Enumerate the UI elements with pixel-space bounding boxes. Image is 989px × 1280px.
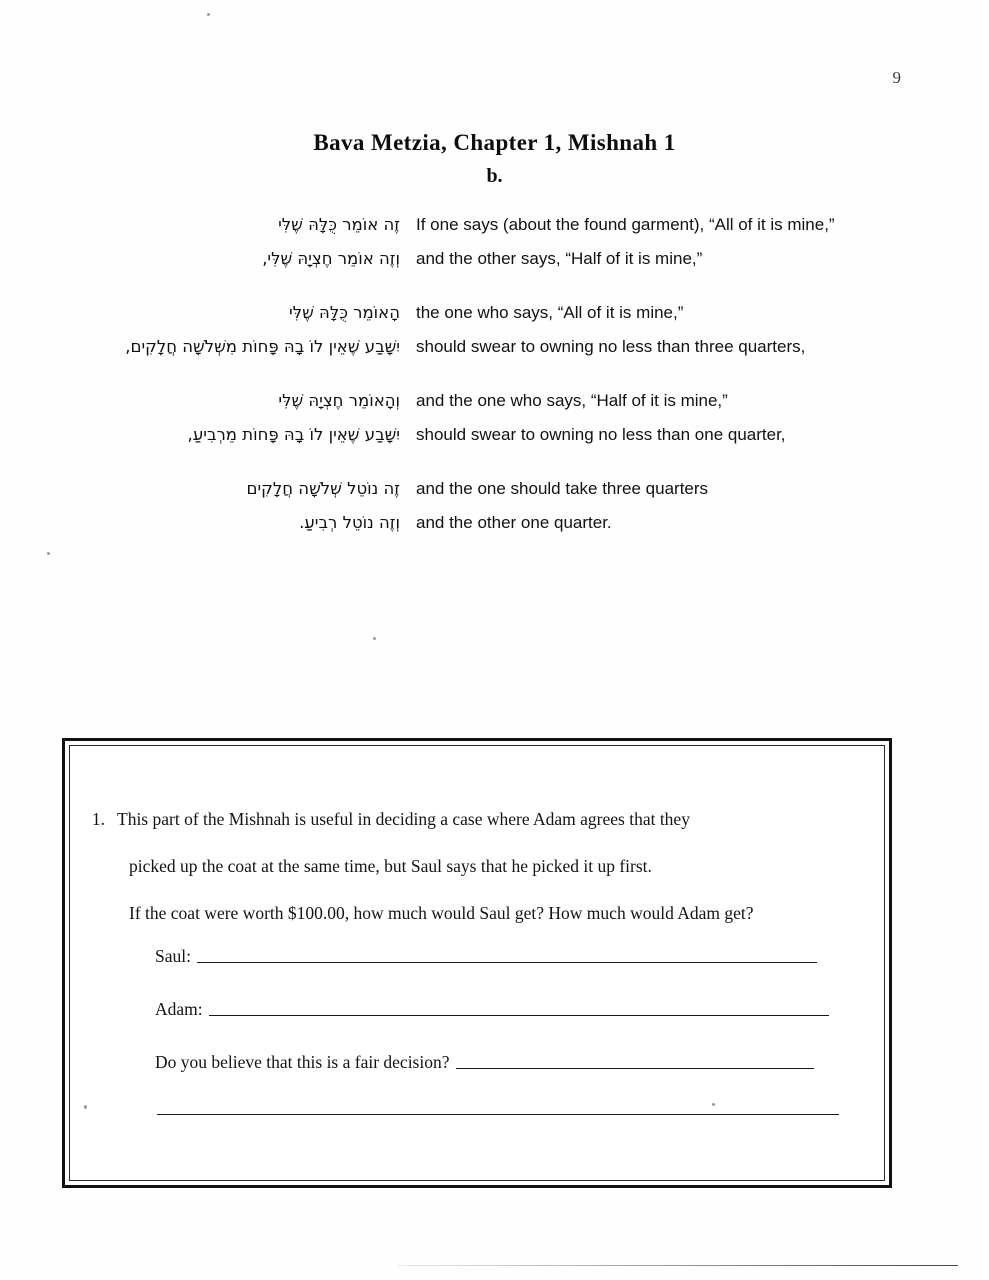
mishnah-text-block [0,208,989,560]
scan-speck [47,552,50,555]
answer-blank-saul[interactable] [197,961,817,963]
page-title: Bava Metzia, Chapter 1, Mishnah 1 [313,130,676,155]
mishnah-stanza [0,472,989,540]
exercise-box [62,738,892,1188]
mishnah-stanza [0,384,989,452]
english-translation: should swear to owning no less than one quarter, [416,425,786,444]
question-text: This part of the Mishnah is useful in deciding a case where Adam agrees that they [117,809,690,829]
verse-row [0,384,989,418]
hebrew-verse: וְזֶה נוֹטֵל רְבִיעַ. [299,513,400,532]
verse-row [0,296,989,330]
answer-row-saul[interactable] [155,946,871,967]
fair-decision-question: Do you believe that this is a fair decision? [155,1052,450,1072]
english-translation: and the other one quarter. [416,513,612,532]
hebrew-verse: הָאוֹמֵר כֻּלָּהּ שֶׁלִּי [289,303,400,322]
answer-row-adam[interactable] [155,999,871,1020]
answer-blank-adam[interactable] [209,1014,829,1016]
mishnah-stanza [0,296,989,364]
verse-row [0,330,989,364]
hebrew-verse: וְזֶה אוֹמֵר חֶצְיָהּ שֶׁלִּי, [262,249,400,268]
answer-row-fair-decision[interactable] [155,1052,871,1073]
question-first-line [83,809,871,830]
hebrew-verse: זֶה נוֹטֵל שְׁלֹשָׁה חֲלָקִים [246,479,400,498]
question-text-continued: picked up the coat at the same time, but Saul says that he picked it up first. [129,856,652,876]
scan-speck [373,637,376,640]
verse-row [0,242,989,276]
english-translation: and the one should take three quarters [416,479,709,498]
hebrew-verse: יִשָּׁבַע שֶׁאֵין לוֹ בָהּ פָּחוֹת מִשְּׁלֹשָׁה חֲלָקִים, [125,337,400,356]
hebrew-verse: יִשָּׁבַע שֶׁאֵין לוֹ בָהּ פָּחוֹת מֵרְבִיעַ, [187,425,400,444]
exercise-content [83,809,871,1115]
hebrew-verse: וְהָאוֹמֵר חֶצְיָהּ שֶׁלִּי [278,391,400,410]
answer-label-adam: Adam: [155,999,203,1019]
scan-speck [207,13,210,16]
hebrew-verse: זֶה אוֹמֵר כֻּלָּהּ שֶׁלִּי [278,215,400,234]
scan-speck [84,1105,87,1109]
verse-row [0,418,989,452]
scan-artifact-line [398,1265,958,1266]
question-money-prompt: If the coat were worth $100.00, how much would Saul get? How much would Adam get? [129,903,754,923]
question-number: 1. [91,809,105,829]
english-translation: If one says (about the found garment), “All of it is mine,” [416,215,835,234]
english-translation: should swear to owning no less than three quarters, [416,337,806,356]
section-label: b. [486,165,503,187]
mishnah-stanza [0,208,989,276]
answer-blank-fair-decision[interactable] [456,1067,814,1069]
english-translation: and the one who says, “Half of it is mine,” [416,391,728,410]
english-translation: the one who says, “All of it is mine,” [416,303,684,322]
verse-row [0,208,989,242]
answer-label-saul: Saul: [155,946,191,966]
verse-row [0,472,989,506]
answer-blank-continuation[interactable] [157,1113,839,1115]
verse-row [0,506,989,540]
english-translation: and the other says, “Half of it is mine,” [416,249,703,268]
scan-speck [712,1103,715,1106]
page-number: 9 [892,68,901,87]
heading-block [0,130,989,188]
